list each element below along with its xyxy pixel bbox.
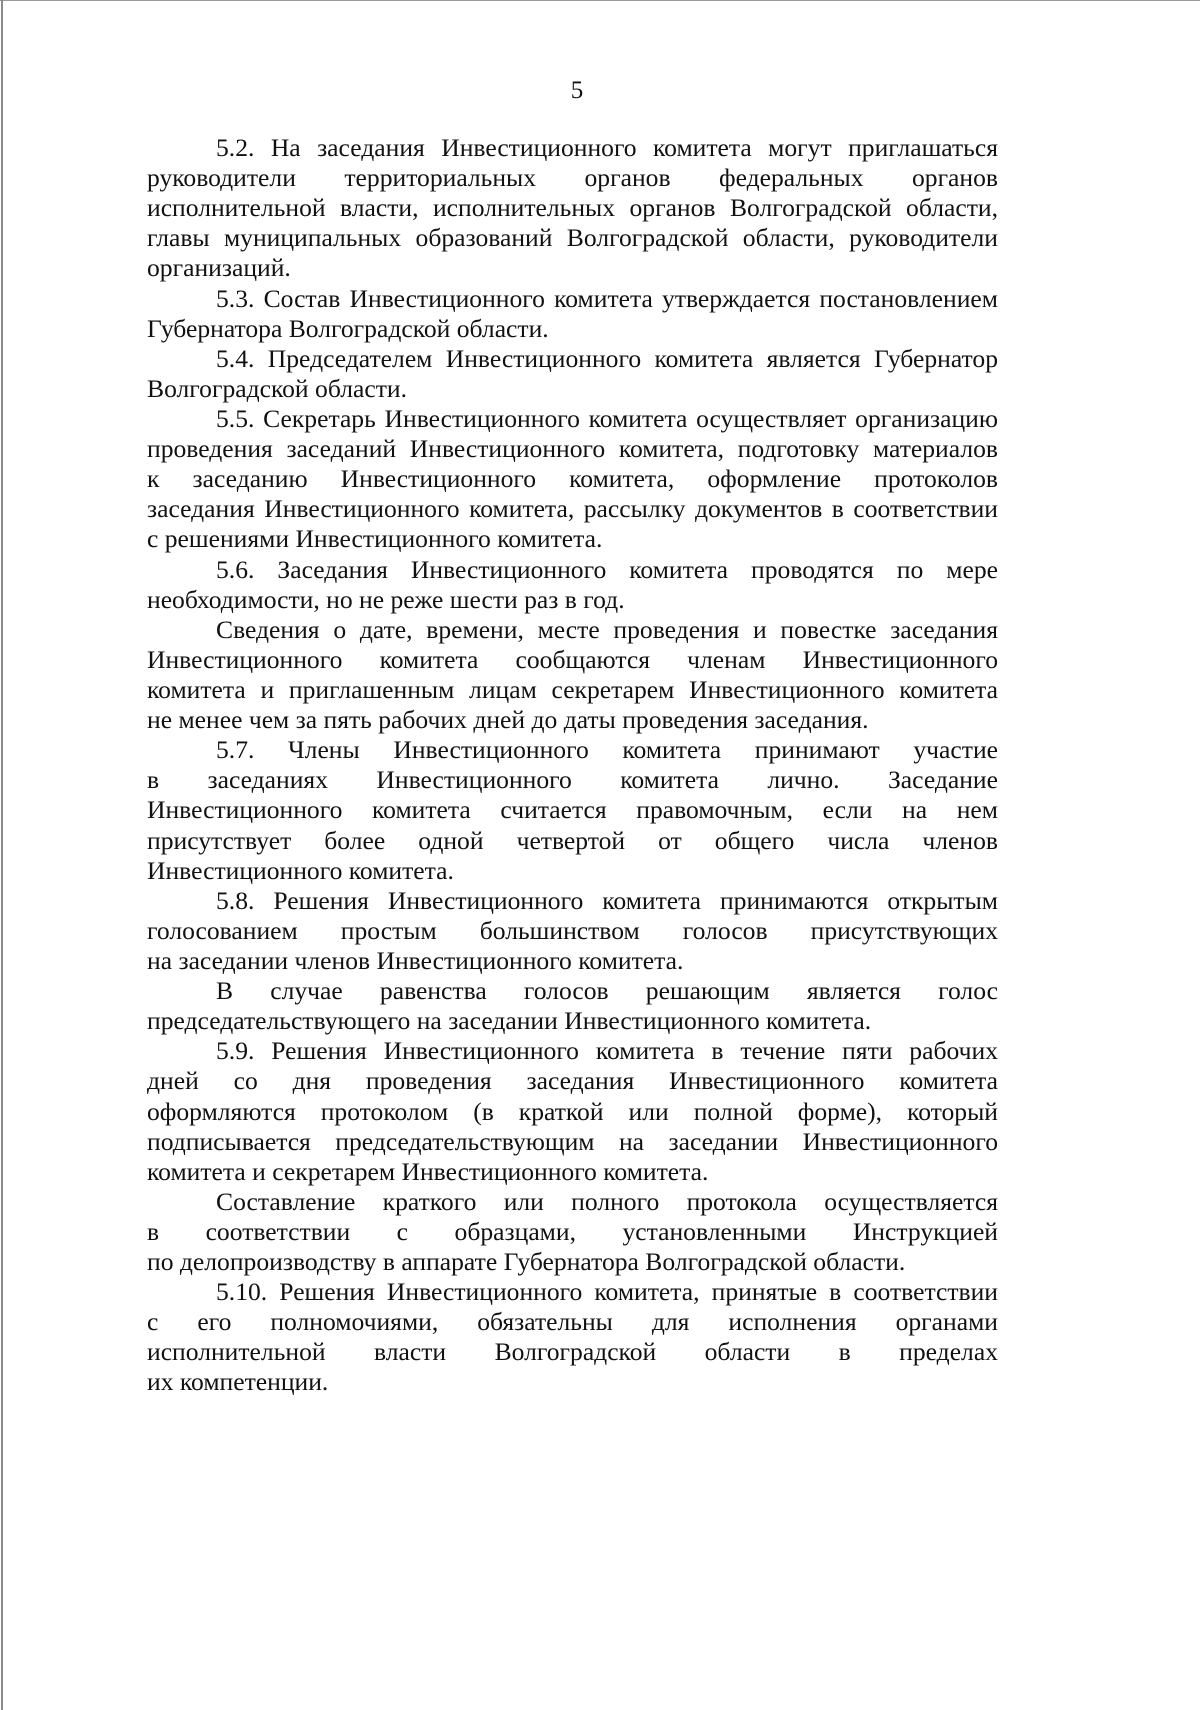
text-line: 5.3. Состав Инвестиционного комитета утверждается постановлением [216,283,998,313]
text-line: руководители территориальных органов федеральных органов [147,163,998,193]
paragraph [147,615,998,735]
paragraph [147,555,998,615]
paragraph [147,1277,998,1397]
paragraph [147,1036,998,1187]
paragraph [147,976,998,1036]
scan-edge-left [1,0,3,1710]
text-line: Составление краткого или полного протокола осуществляется [216,1186,998,1216]
text-line: не менее чем за пять рабочих дней до даты проведения заседания. [147,705,869,735]
text-line: комитета и приглашенным лицам секретарем Инвестиционного комитета [147,674,998,704]
paragraph [147,1187,998,1277]
text-line: Инвестиционного комитета считается правомочным, если на нем [147,795,998,825]
text-line: с его полномочиями, обязательны для исполнения органами [147,1307,998,1337]
text-line: на заседании членов Инвестиционного комитета. [147,945,684,975]
text-line: их компетенции. [147,1367,329,1397]
document-body [147,133,998,1398]
text-line: к заседанию Инвестиционного комитета, оформление протоколов [147,464,998,494]
text-line: голосованием простым большинством голосов присутствующих [147,915,998,945]
paragraph [147,344,998,404]
text-line: 5.9. Решения Инвестиционного комитета в течение пяти рабочих [216,1036,998,1066]
text-line: 5.2. На заседания Инвестиционного комитета могут приглашаться [216,133,998,162]
text-line: необходимости, но не реже шести раз в год. [147,584,625,614]
text-line: Сведения о дате, времени, месте проведения и повестке заседания [216,614,998,644]
text-line: 5.6. Заседания Инвестиционного комитета проводятся по мере [216,554,998,584]
paragraph [147,735,998,886]
paragraph [147,886,998,976]
text-line: проведения заседаний Инвестиционного комитета, подготовку материалов [147,434,998,464]
text-line: 5.10. Решения Инвестиционного комитета, принятые в соответствии [216,1277,998,1307]
text-line: исполнительной власти Волгоградской области в пределах [147,1337,998,1367]
text-line: в заседаниях Инвестиционного комитета лично. Заседание [147,765,998,795]
text-line: дней со дня проведения заседания Инвестиционного комитета [147,1066,998,1096]
scan-edge-top [0,0,1200,1]
text-line: по делопроизводству в аппарате Губернатора Волгоградской области. [147,1247,906,1277]
page-number: 5 [570,77,584,104]
text-line: исполнительной власти, исполнительных органов Волгоградской области, [147,193,998,223]
paragraph [147,133,998,284]
text-line: председательствующего на заседании Инвестиционного комитета. [147,1006,872,1036]
text-line: В случае равенства голосов решающим является голос [216,976,998,1006]
text-line: комитета и секретарем Инвестиционного комитета. [147,1156,709,1186]
text-line: Волгоградской области. [147,373,407,403]
paragraph [147,284,998,344]
text-line: оформляются протоколом (в краткой или полной форме), который [147,1096,998,1126]
text-line: 5.8. Решения Инвестиционного комитета принимаются открытым [216,885,998,915]
text-line: Губернатора Волгоградской области. [147,313,549,343]
text-line: организаций. [147,253,291,283]
text-line: 5.7. Члены Инвестиционного комитета принимают участие [216,735,998,765]
text-line: Инвестиционного комитета. [147,855,454,885]
text-line: 5.5. Секретарь Инвестиционного комитета осуществляет организацию [216,403,998,433]
text-line: заседания Инвестиционного комитета, рассылку документов в соответствии [147,494,998,524]
text-line: 5.4. Председателем Инвестиционного комитета является Губернатор [216,343,998,373]
text-line: главы муниципальных образований Волгоградской области, руководители [147,223,998,253]
paragraph [147,404,998,555]
text-line: подписывается председательствующим на заседании Инвестиционного [147,1126,998,1156]
text-line: с решениями Инвестиционного комитета. [147,524,603,554]
text-line: в соответствии с образцами, установленными Инструкцией [147,1216,998,1246]
text-line: присутствует более одной четвертой от общего числа членов [147,825,998,855]
text-line: Инвестиционного комитета сообщаются членам Инвестиционного [147,644,998,674]
